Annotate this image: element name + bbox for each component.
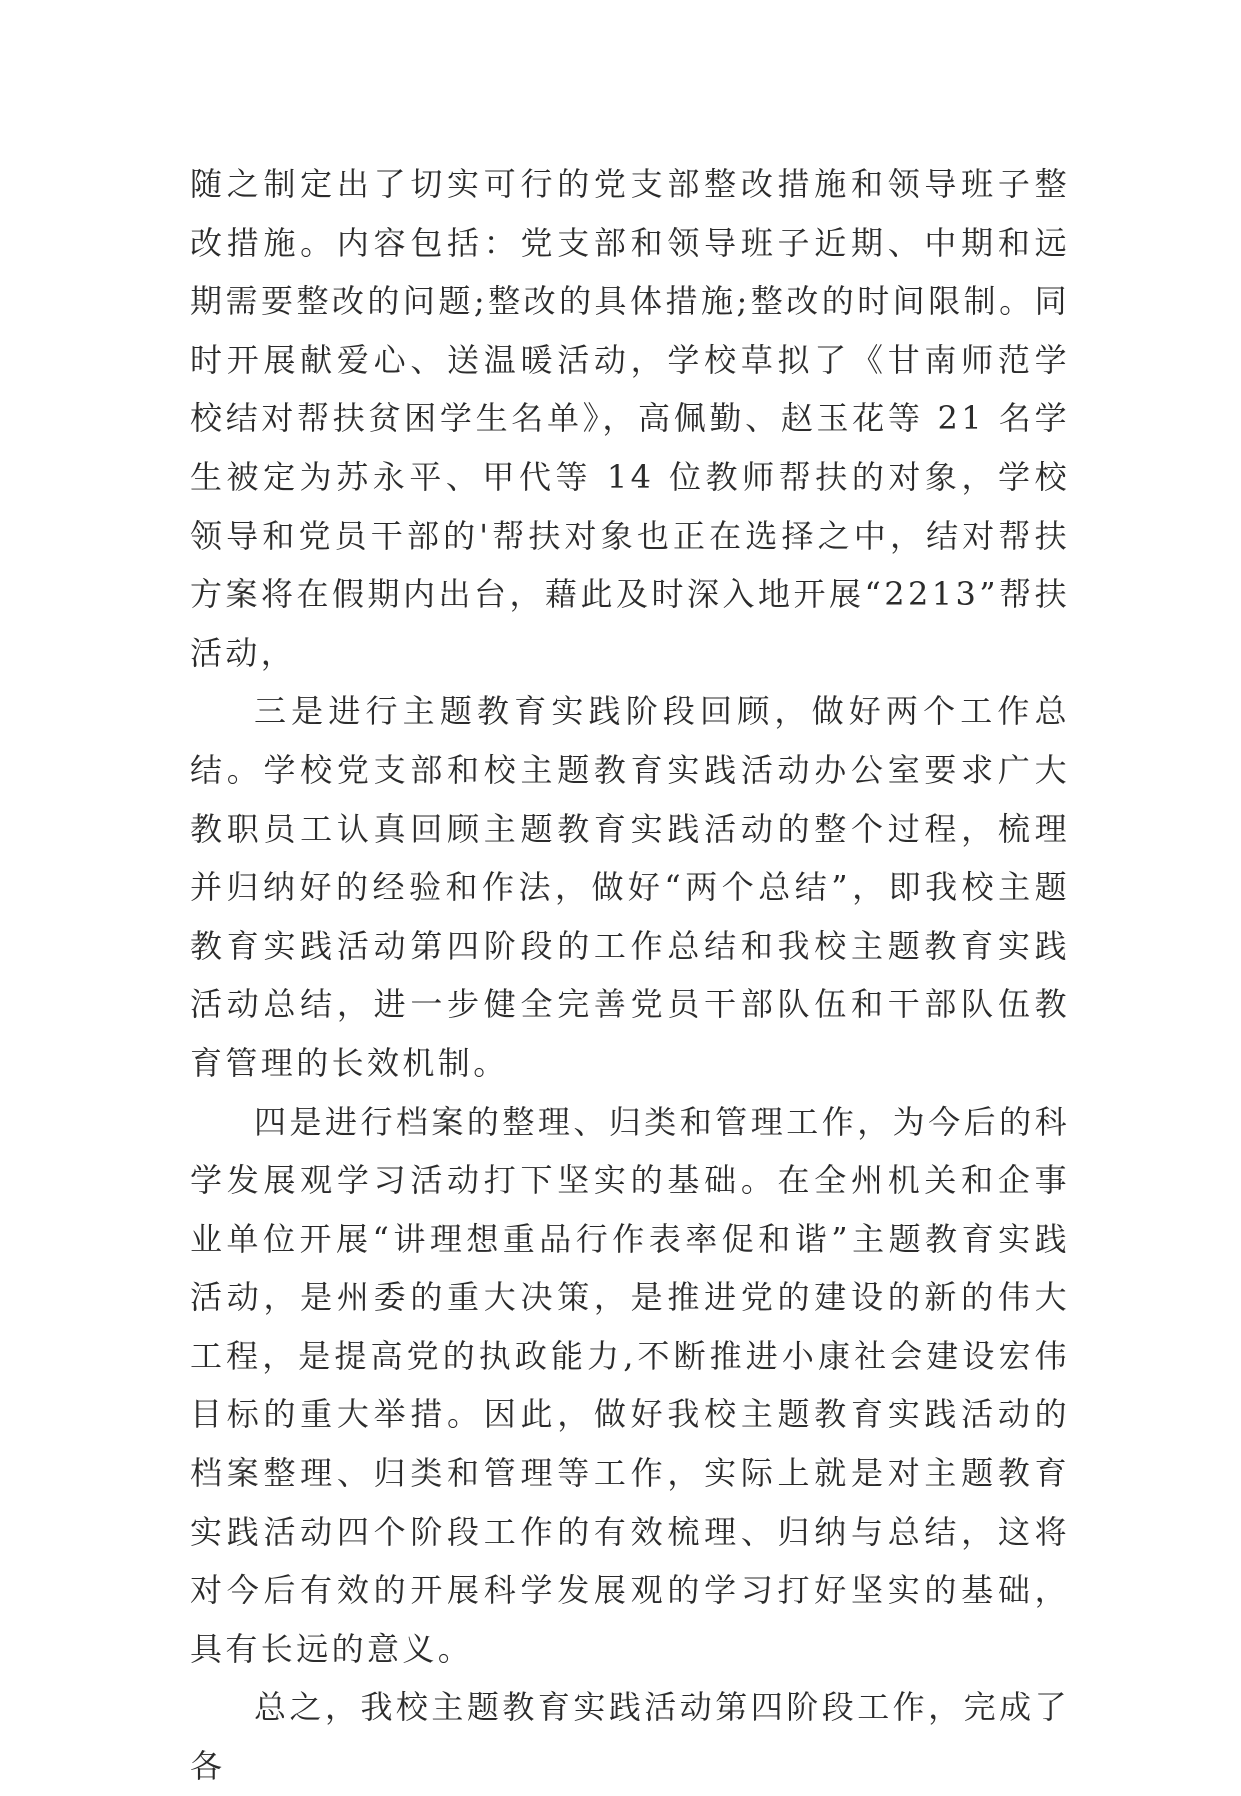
document-body <box>190 155 1070 1796</box>
paragraph-continuation: 随之制定出了切实可行的党支部整改措施和领导班子整改措施。内容包括：党支部和领导班子近期、中期和远期需要整改的问题;整改的具体措施;整改的时间限制。同时开展献爱心、送温暖活动，学校草拟了《甘南师范学校结对帮扶贫困学生名单》，高佩勤、赵玉花等 21 名学生被定为苏永平、甲代等 14 位教师帮扶的对象，学校领导和党员干部的'帮扶对象也正在选择之中，结对帮扶方案将在假期内出台，藉此及时深入地开展“2213”帮扶活动， <box>190 165 1070 672</box>
paragraph-archive-management: 四是进行档案的整理、归类和管理工作，为今后的科学发展观学习活动打下坚实的基础。在全州机关和企事业单位开展“讲理想重品行作表率促和谐”主题教育实践活动，是州委的重大决策，是推进党的建设的新的伟大工程，是提高党的执政能力,不断推进小康社会建设宏伟目标的重大举措。因此，做好我校主题教育实践活动的档案整理、归类和管理等工作，实际上就是对主题教育实践活动四个阶段工作的有效梳理、归纳与总结，这将对今后有效的开展科学发展观的学习打好坚实的基础，具有长远的意义。 <box>190 1102 1070 1668</box>
paragraph-review-summary: 三是进行主题教育实践阶段回顾，做好两个工作总结。学校党支部和校主题教育实践活动办公室要求广大教职员工认真回顾主题教育实践活动的整个过程，梳理并归纳好的经验和作法，做好“两个总结”，即我校主题教育实践活动第四阶段的工作总结和我校主题教育实践活动总结，进一步健全完善党员干部队伍和干部队伍教育管理的长效机制。 <box>190 692 1070 1082</box>
paragraph-conclusion: 总之，我校主题教育实践活动第四阶段工作，完成了各 <box>190 1688 1070 1786</box>
